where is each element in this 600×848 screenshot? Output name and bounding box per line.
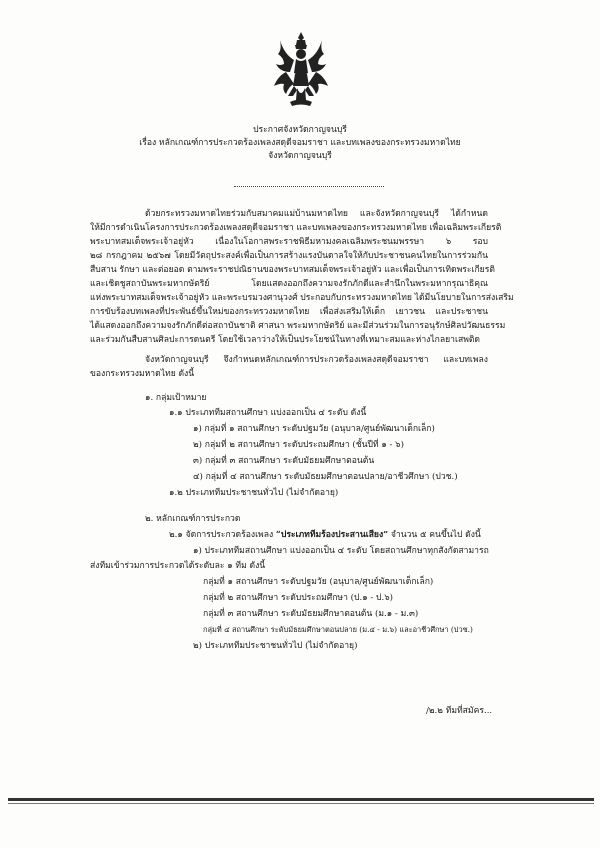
announcement-title: ประกาศจังหวัดกาญจนบุรี [253,125,347,135]
target-group-item: ๒) กลุ่มที่ ๒ สถานศึกษา ระดับประถมศึกษา (ชั้นปีที่ ๑ - ๖) [193,440,404,450]
intro-line: พระบาทสมเด็จพระเจ้าอยู่หัว เนื่องในโอกาสพระราชพิธีมหามงคลเฉลิมพระชนมพรรษา ๖ รอบ [90,237,488,247]
page-bottom-border [8,798,594,801]
school-level-item: กลุ่มที่ ๒ สถานศึกษา ระดับประถมศึกษา (ป.๑ - ป.๖) [203,593,394,603]
school-level-item: กลุ่มที่ ๓ สถานศึกษา ระดับมัธยมศึกษาตอนต้น (ม.๑ - ม.๓) [203,609,419,619]
section1-heading: ๑. กลุ่มเป้าหมาย [145,393,207,403]
school-level-item: กลุ่มที่ ๔ สถานศึกษา ระดับมัธยมศึกษาตอนปลาย (ม.๔ - ม.๖) และอาชีวศึกษา (ปวช.) [203,625,473,634]
intro-line: การขับร้องบทเพลงที่ประพันธ์ขึ้นใหม่ของกระทรวงมหาดไทย เพื่อส่งเสริมให้เด็ก เยาวชน และประชาชน [90,307,488,317]
target-group-item: ๑) กลุ่มที่ ๑ สถานศึกษา ระดับปฐมวัย (อนุบาล/ศูนย์พัฒนาเด็กเล็ก) [193,424,435,434]
announcement-issuer: จังหวัดกาญจนบุรี [268,151,332,161]
section1-sub1: ๑.๑ ประเภททีมสถานศึกษา แบ่งออกเป็น ๔ ระดับ ดังนี้ [169,408,367,418]
intro-line: สืบสาน รักษา และต่อยอด ตามพระราชปณิธานของพระบาทสมเด็จพระเจ้าอยู่หัว และเพื่อเป็นการเทิดพระเกียรติ [90,265,495,275]
intro-line: และเชิดชูสถาบันพระมหากษัตริย์ โดยแสดงออกถึงความจงรักภักดีและสำนึกในพระมหากรุณาธิคุณ [90,279,488,289]
para2-line: ของกระทรวงมหาดไทย ดังนี้ [90,369,195,379]
target-group-item: ๓) กลุ่มที่ ๓ สถานศึกษา ระดับมัธยมศึกษาตอนต้น [193,456,375,466]
continued-marker: /๒.๒ ทีมที่สมัคร... [426,706,493,716]
school-team-line: ๑) ประเภททีมสถานศึกษา แบ่งออกเป็น ๔ ระดับ โดยสถานศึกษาทุกสังกัดสามารถ [193,546,489,556]
para2-line: จังหวัดกาญจนบุรี จึงกำหนดหลักเกณฑ์การประกวดร้องเพลงสดุดีจอมราชา และบทเพลง [145,355,488,365]
intro-line: ๒๘ กรกฎาคม ๒๕๖๗ โดยมีวัตถุประสงค์เพื่อเป็นการสร้างแรงบันดาลใจให้กับประชาชนคนไทยในการร่วมกัน [90,251,488,261]
announcement-subject: เรื่อง หลักเกณฑ์การประกวดร้องเพลงสดุดีจอมราชา และบทเพลงของกระทรวงมหาดไทย [139,138,461,148]
intro-line: ได้แสดงออกถึงความจงรักภักดีต่อสถาบันชาติ ศาสนา พระมหากษัตริย์ และมีส่วนร่วมในการอนุรักษ์ศิลปวัฒนธรรม [90,321,506,331]
intro-line: ด้วยกระทรวงมหาดไทยร่วมกับสมาคมแม่บ้านมหาดไทย และจังหวัดกาญจนบุรี ได้กำหนด [145,209,488,219]
intro-line: และร่วมกันสืบสานศิลปะการดนตรี โดยใช้เวลาว่างให้เป็นประโยชน์ในทางที่เหมาะสมและห่างไกลยาเสพติด [90,335,481,345]
public-team-line: ๒) ประเภททีมประชาชนทั่วไป (ไม่จำกัดอายุ) [193,641,358,651]
chorus-category-label: “ประเภททีมร้องประสานเสียง” [275,530,389,540]
intro-line: แห่งพระบาทสมเด็จพระเจ้าอยู่หัว และพระบรมวงศานุวงศ์ ประกอบกับกระทรวงมหาดไทย ได้มีนโยบายในการส่งเสริม [90,293,514,303]
section1-sub2: ๑.๒ ประเภททีมประชาชนทั่วไป (ไม่จำกัดอายุ) [169,488,339,498]
page-bottom-border [8,803,594,804]
garuda-emblem-icon [268,30,334,110]
title-divider [234,186,384,187]
section2-heading: ๒. หลักเกณฑ์การประกวด [145,514,241,524]
school-team-line: ส่งทีมเข้าร่วมการประกวดได้ระดับละ ๑ ทีม ดังนี้ [90,561,266,571]
school-level-item: กลุ่มที่ ๑ สถานศึกษา ระดับปฐมวัย (อนุบาล/ศูนย์พัฒนาเด็กเล็ก) [203,577,434,587]
section2-sub1: ๒.๑ จัดการประกวดร้องเพลง “ประเภททีมร้องประสานเสียง” จำนวน ๕ คนขึ้นไป ดังนี้ [169,530,481,540]
target-group-item: ๔) กลุ่มที่ ๔ สถานศึกษา ระดับมัธยมศึกษาตอนปลาย/อาชีวศึกษา (ปวช.) [193,472,458,482]
intro-line: ให้มีการดำเนินโครงการประกวดร้องเพลงสดุดีจอมราชา และบทเพลงของกระทรวงมหาดไทย เพื่อเฉลิมพระเกียรติ [90,223,502,233]
